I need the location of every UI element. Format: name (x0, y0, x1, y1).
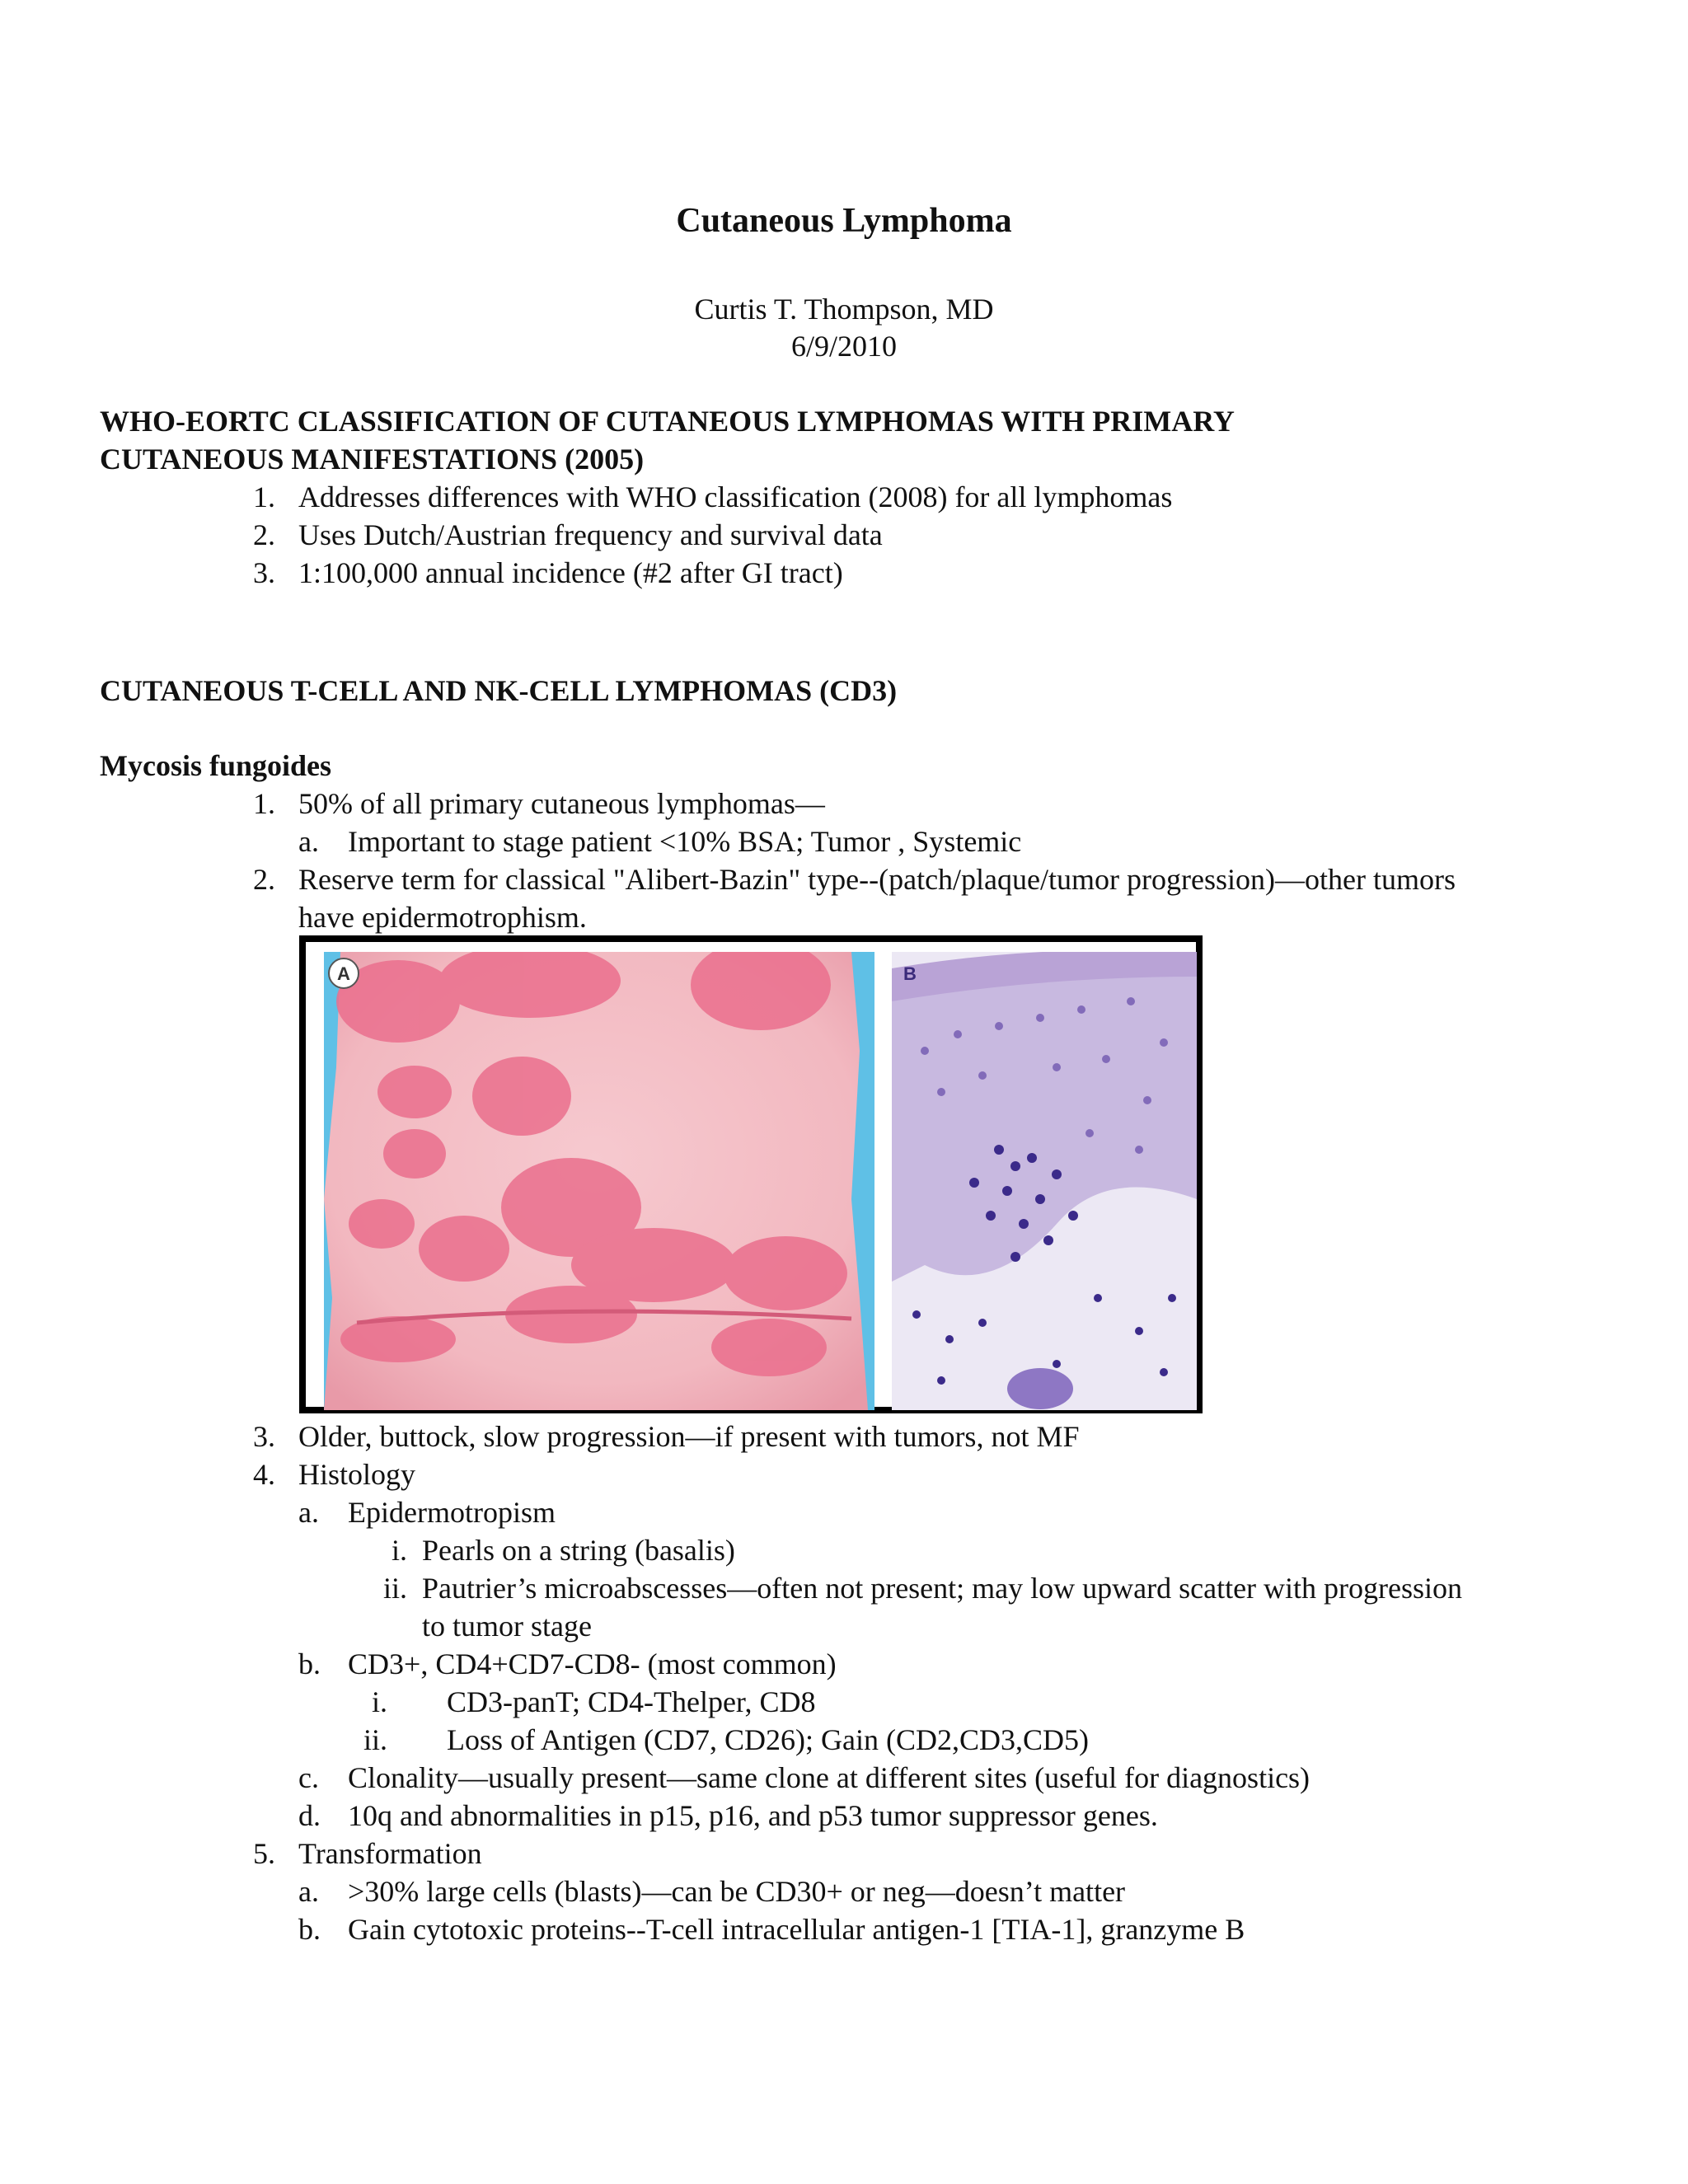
list-item (247, 860, 1456, 898)
list-item (247, 1418, 1080, 1455)
list-item (354, 1531, 735, 1569)
list-text: >30% large cells (blasts)—can be CD30+ or neg—doesn’t matter (348, 1875, 1126, 1908)
list-roman: i. (371, 1685, 387, 1718)
list-text: Older, buttock, slow progression—if present with tumors, not MF (298, 1420, 1080, 1453)
list-letter: a. (298, 825, 319, 858)
list-text: Important to stage patient <10% BSA; Tumor , Systemic (348, 825, 1022, 858)
list-item (354, 1569, 1463, 1607)
list-item (298, 823, 1022, 860)
list-item (354, 1683, 816, 1721)
list-letter: d. (298, 1799, 321, 1832)
list-item (298, 1872, 1126, 1910)
list-number: 3. (253, 1420, 275, 1453)
list-roman: i. (391, 1534, 407, 1567)
histology-panel (892, 952, 1197, 1410)
list-number: 2. (253, 518, 275, 551)
list-item (247, 554, 843, 592)
panel-label-b: B (903, 963, 917, 984)
list-roman: ii. (382, 1572, 407, 1605)
subheading-mycosis-fungoides: Mycosis fungoides (100, 749, 332, 782)
list-text: Clonality—usually present—same clone at different sites (useful for diagnostics) (348, 1761, 1311, 1794)
list-item (247, 785, 825, 823)
list-letter: a. (298, 1496, 319, 1529)
patient-back-plaques-image (324, 952, 874, 1410)
list-text: Epidermotropism (348, 1496, 556, 1529)
list-item (298, 1759, 1311, 1797)
panel-label-a: A (337, 963, 350, 984)
list-roman: ii. (363, 1723, 387, 1756)
list-text-continued: have epidermotrophism. (298, 901, 587, 934)
section-heading-who-eortc: WHO-EORTC CLASSIFICATION OF CUTANEOUS LYMPHOMAS WITH PRIMARY (100, 405, 1235, 438)
author: Curtis T. Thompson, MD (694, 293, 994, 326)
clinical-photo-panel (324, 952, 874, 1410)
list-number: 5. (253, 1837, 275, 1870)
list-item (354, 1721, 1089, 1759)
list-text: Reserve term for classical "Alibert-Bazin" type--(patch/plaque/tumor progression)—other tumors (298, 863, 1456, 896)
list-item (247, 516, 883, 554)
list-text: Histology (298, 1458, 416, 1491)
histology-micrograph-image (892, 952, 1197, 1410)
list-text: 10q and abnormalities in p15, p16, and p53 tumor suppressor genes. (348, 1799, 1158, 1832)
list-item (247, 1835, 482, 1872)
list-text: Loss of Antigen (CD7, CD26); Gain (CD2,CD3,CD5) (447, 1723, 1089, 1756)
list-number: 3. (253, 556, 275, 589)
list-text: Addresses differences with WHO classification (2008) for all lymphomas (298, 480, 1173, 513)
list-number: 2. (253, 863, 275, 896)
date: 6/9/2010 (790, 330, 897, 363)
list-item (298, 1645, 837, 1683)
list-letter: c. (298, 1761, 319, 1794)
list-text: 1:100,000 annual incidence (#2 after GI tract) (298, 556, 843, 589)
list-number: 1. (253, 480, 275, 513)
list-item (298, 1493, 556, 1531)
list-item (247, 478, 1173, 516)
list-item (298, 1910, 1245, 1948)
list-number: 1. (253, 787, 275, 820)
list-text-continued: to tumor stage (422, 1610, 592, 1643)
list-text: Pautrier’s microabscesses—often not present; may low upward scatter with progression (422, 1572, 1463, 1605)
list-text: Gain cytotoxic proteins--T-cell intracellular antigen-1 [TIA-1], granzyme B (348, 1913, 1245, 1946)
list-text: Transformation (298, 1837, 482, 1870)
clinical-histology-figure (299, 935, 1203, 1413)
list-text: CD3-panT; CD4-Thelper, CD8 (447, 1685, 816, 1718)
list-text: 50% of all primary cutaneous lymphomas— (298, 787, 825, 820)
list-text: CD3+, CD4+CD7-CD8- (most common) (348, 1647, 837, 1680)
list-number: 4. (253, 1458, 275, 1491)
section-heading-who-eortc-cont: CUTANEOUS MANIFESTATIONS (2005) (100, 443, 645, 476)
list-letter: a. (298, 1875, 319, 1908)
list-letter: b. (298, 1913, 321, 1946)
section-heading-t-cell: CUTANEOUS T-CELL AND NK-CELL LYMPHOMAS (CD3) (100, 674, 898, 707)
list-text: Uses Dutch/Austrian frequency and survival data (298, 518, 883, 551)
list-text: Pearls on a string (basalis) (422, 1534, 735, 1567)
list-letter: b. (298, 1647, 321, 1680)
list-item (247, 1455, 416, 1493)
document-title: Cutaneous Lymphoma (676, 202, 1012, 240)
list-item (298, 1797, 1158, 1835)
